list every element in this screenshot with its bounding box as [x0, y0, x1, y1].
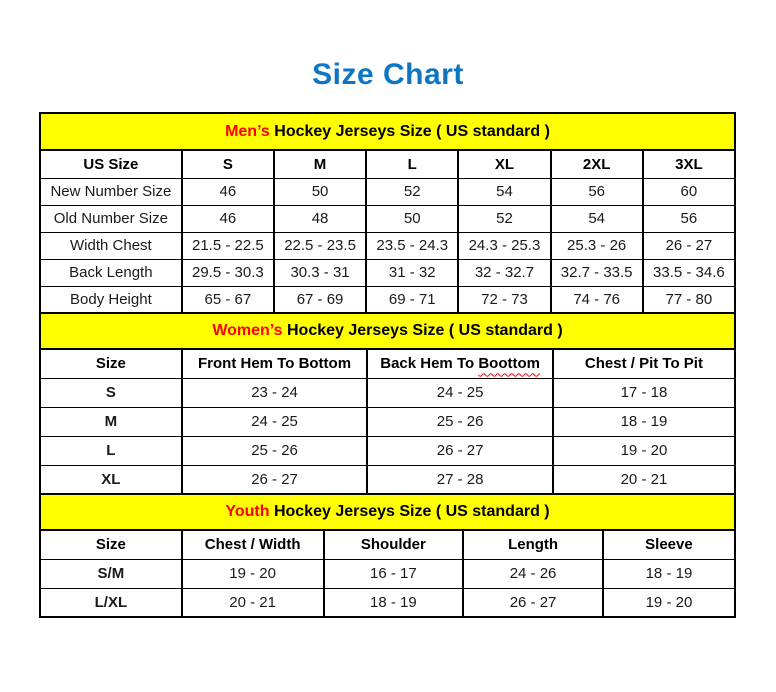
- value-cell: 24.3 - 25.3: [458, 232, 550, 259]
- table-row: [40, 205, 735, 232]
- value-cell: 31 - 32: [366, 259, 458, 286]
- header-cell: Size: [40, 349, 182, 378]
- table-row: [40, 588, 735, 617]
- value-cell: 18 - 19: [603, 559, 735, 588]
- header-cell: XL: [458, 150, 550, 178]
- value-cell: 25 - 26: [182, 436, 368, 465]
- row-label: L/XL: [40, 588, 182, 617]
- value-cell: 24 - 26: [463, 559, 603, 588]
- table-row: [40, 286, 735, 313]
- value-cell: 20 - 21: [553, 465, 735, 494]
- value-cell: 17 - 18: [553, 378, 735, 407]
- table-row: [40, 259, 735, 286]
- table-row: [40, 232, 735, 259]
- value-cell: 52: [458, 205, 550, 232]
- header-cell: 3XL: [643, 150, 735, 178]
- table-row: [40, 378, 735, 407]
- value-cell: 25 - 26: [367, 407, 553, 436]
- row-label: Width Chest: [40, 232, 182, 259]
- section-title-text: Hockey Jerseys Size ( US standard ): [269, 122, 550, 140]
- value-cell: 60: [643, 178, 735, 205]
- row-label: S/M: [40, 559, 182, 588]
- section-band: [40, 313, 735, 349]
- row-label: Old Number Size: [40, 205, 182, 232]
- header-cell: Chest / Width: [182, 530, 324, 559]
- row-label: Body Height: [40, 286, 182, 313]
- value-cell: 23.5 - 24.3: [366, 232, 458, 259]
- table-row: [40, 559, 735, 588]
- table-row: [40, 178, 735, 205]
- value-cell: 54: [551, 205, 643, 232]
- header-cell: 2XL: [551, 150, 643, 178]
- size-table-mens: [39, 112, 736, 314]
- header-cell: Shoulder: [324, 530, 464, 559]
- value-cell: 48: [274, 205, 366, 232]
- table-row: [40, 436, 735, 465]
- value-cell: 67 - 69: [274, 286, 366, 313]
- value-cell: 29.5 - 30.3: [182, 259, 274, 286]
- value-cell: 69 - 71: [366, 286, 458, 313]
- value-cell: 21.5 - 22.5: [182, 232, 274, 259]
- row-label: M: [40, 407, 182, 436]
- header-cell: Front Hem To Bottom: [182, 349, 368, 378]
- row-label: Back Length: [40, 259, 182, 286]
- value-cell: 56: [643, 205, 735, 232]
- value-cell: 46: [182, 205, 274, 232]
- section-accent-word: Youth: [225, 503, 270, 520]
- value-cell: 56: [551, 178, 643, 205]
- page-title: Size Chart: [312, 58, 464, 91]
- misspelled-word: Boottom: [478, 355, 540, 373]
- value-cell: 19 - 20: [553, 436, 735, 465]
- section-band: [40, 113, 735, 150]
- value-cell: 19 - 20: [182, 559, 324, 588]
- section-title-text: Hockey Jerseys Size ( US standard ): [282, 322, 563, 339]
- header-cell: Back Hem To Boottom: [367, 349, 553, 378]
- value-cell: 74 - 76: [551, 286, 643, 313]
- value-cell: 24 - 25: [182, 407, 368, 436]
- header-cell: M: [274, 150, 366, 178]
- value-cell: 18 - 19: [553, 407, 735, 436]
- row-label: S: [40, 378, 182, 407]
- row-label: New Number Size: [40, 178, 182, 205]
- header-cell: Chest / Pit To Pit: [553, 349, 735, 378]
- value-cell: 20 - 21: [182, 588, 324, 617]
- table-row: [40, 407, 735, 436]
- section-accent-word: Women’s: [212, 322, 283, 339]
- value-cell: 18 - 19: [324, 588, 464, 617]
- value-cell: 19 - 20: [603, 588, 735, 617]
- value-cell: 65 - 67: [182, 286, 274, 313]
- value-cell: 30.3 - 31: [274, 259, 366, 286]
- value-cell: 50: [366, 205, 458, 232]
- value-cell: 77 - 80: [643, 286, 735, 313]
- value-cell: 26 - 27: [182, 465, 368, 494]
- header-cell: Size: [40, 530, 182, 559]
- value-cell: 24 - 25: [367, 378, 553, 407]
- value-cell: 54: [458, 178, 550, 205]
- table-row: [40, 465, 735, 494]
- value-cell: 32.7 - 33.5: [551, 259, 643, 286]
- value-cell: 23 - 24: [182, 378, 368, 407]
- value-cell: 50: [274, 178, 366, 205]
- header-row: [40, 349, 735, 378]
- value-cell: 26 - 27: [643, 232, 735, 259]
- section-accent-word: Men’s: [225, 122, 270, 140]
- header-row: [40, 150, 735, 178]
- header-cell: Length: [463, 530, 603, 559]
- header-cell: Sleeve: [603, 530, 735, 559]
- value-cell: 33.5 - 34.6: [643, 259, 735, 286]
- size-table-womens: [39, 312, 736, 495]
- value-cell: 22.5 - 23.5: [274, 232, 366, 259]
- value-cell: 26 - 27: [463, 588, 603, 617]
- section-band: [40, 494, 735, 530]
- value-cell: 27 - 28: [367, 465, 553, 494]
- value-cell: 32 - 32.7: [458, 259, 550, 286]
- value-cell: 46: [182, 178, 274, 205]
- header-cell: L: [366, 150, 458, 178]
- section-band-cell: [40, 313, 735, 349]
- value-cell: 16 - 17: [324, 559, 464, 588]
- section-band-cell: [40, 113, 735, 150]
- section-band-cell: [40, 494, 735, 530]
- value-cell: 26 - 27: [367, 436, 553, 465]
- row-label: XL: [40, 465, 182, 494]
- size-tables: [39, 112, 736, 618]
- value-cell: 72 - 73: [458, 286, 550, 313]
- value-cell: 52: [366, 178, 458, 205]
- header-cell: US Size: [40, 150, 182, 178]
- row-label: L: [40, 436, 182, 465]
- value-cell: 25.3 - 26: [551, 232, 643, 259]
- size-table-youth: [39, 493, 736, 618]
- section-title-text: Hockey Jerseys Size ( US standard ): [269, 503, 550, 520]
- header-row: [40, 530, 735, 559]
- header-cell: S: [182, 150, 274, 178]
